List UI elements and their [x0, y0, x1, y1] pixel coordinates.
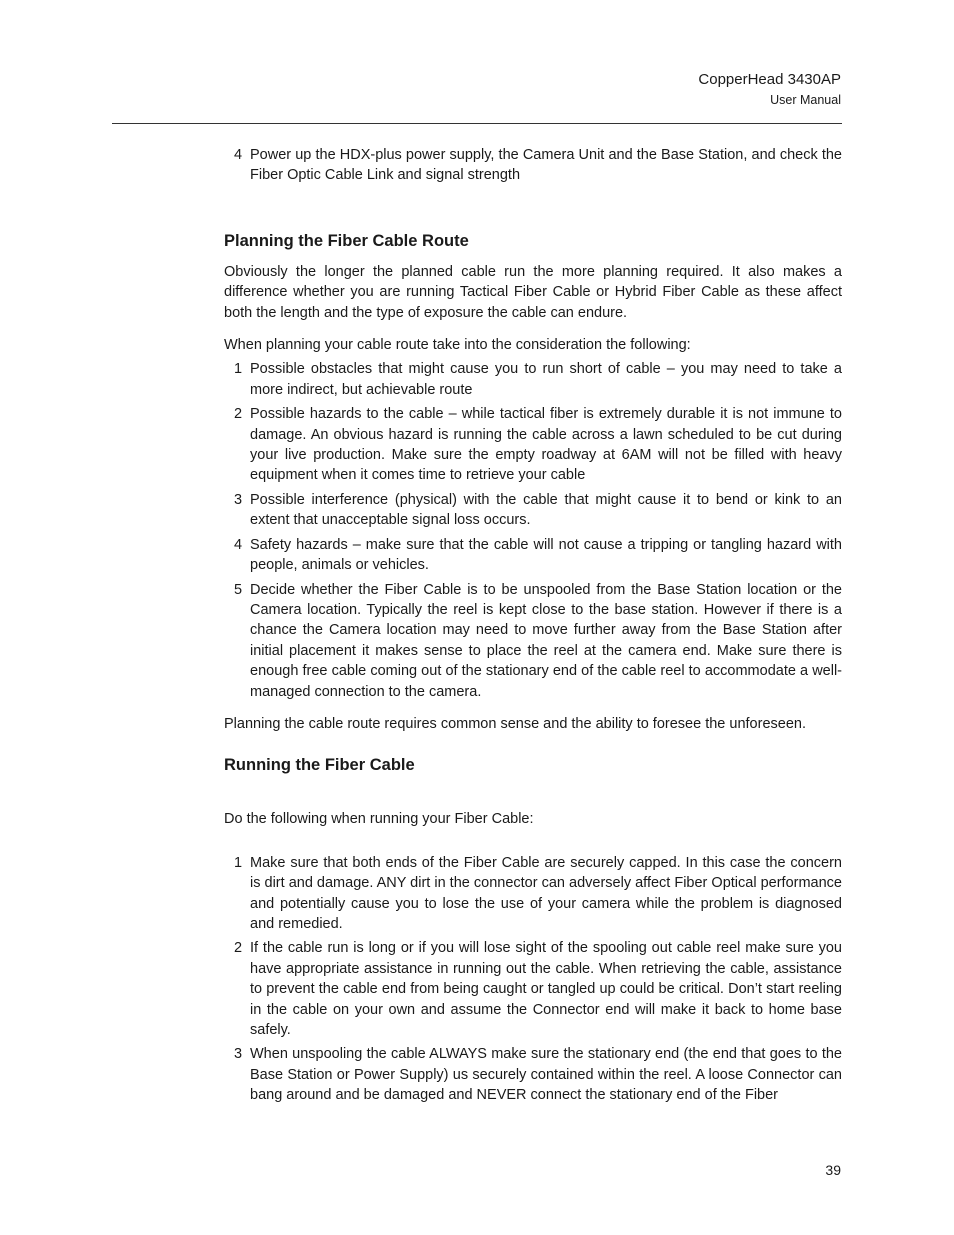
page-content — [224, 145, 842, 1106]
list-item — [224, 1044, 842, 1105]
paragraph: When planning your cable route take into the consideration the following: — [224, 337, 691, 354]
list-item — [224, 938, 842, 1040]
page-header — [698, 70, 841, 109]
list-item-text: When unspooling the cable ALWAYS make sure the stationary end (the end that goes to the Base Station or Power Supply) us securely contained within the reel. A loose Connector can bang around and be damaged and NEVER connect the stationary end of the Fiber — [250, 1046, 842, 1104]
list-item-text: Safety hazards – make sure that the cable will not cause a tripping or tangling hazard with people, animals or vehicles. — [250, 536, 842, 574]
list-item-number: 1 — [234, 361, 243, 378]
planning-list — [224, 359, 842, 702]
header-document-type: User Manual — [770, 93, 841, 107]
list-item — [224, 145, 842, 186]
list-item-text: Decide whether the Fiber Cable is to be unspooled from the Base Station location or the Camera location. Typically the reel is kept close to the base station. However if there is a chance the Camera location may need to move further away from the Base Station after initial placement it makes sense to place the reel at the camera end. Make sure there is enough free cable coming out of the stationary end of the cable reel to accommodate a well-managed connection to the camera. — [250, 581, 842, 700]
list-item-number: 1 — [234, 854, 243, 871]
list-item — [224, 404, 842, 486]
list-item-number: 4 — [234, 147, 243, 163]
list-item-text: Power up the HDX-plus power supply, the Camera Unit and the Base Station, and check the Fiber Optic Cable Link and signal strength — [250, 147, 842, 184]
list-item — [224, 490, 842, 531]
list-item-number: 3 — [234, 491, 243, 508]
list-item-number: 4 — [234, 536, 243, 553]
list-item — [224, 580, 842, 702]
list-item — [224, 535, 842, 576]
list-item-text: Possible interference (physical) with the cable that might cause it to bend or kink to an extent that unacceptable signal loss occurs. — [250, 491, 842, 529]
section-heading-running: Running the Fiber Cable — [224, 756, 415, 775]
paragraph: Do the following when running your Fiber Cable: — [224, 811, 534, 828]
paragraph: Obviously the longer the planned cable run the more planning required. It also makes a difference whether you are running Tactical Fiber Cable or Hybrid Fiber Cable as these affect both the length and the type of exposure the cable can endure. — [224, 263, 842, 321]
list-item-number: 3 — [234, 1046, 243, 1063]
list-item-number: 2 — [234, 940, 243, 957]
list-item-number: 5 — [234, 581, 243, 598]
list-item-text: Make sure that both ends of the Fiber Cable are securely capped. In this case the concern is dirt and damage. ANY dirt in the connector can adversely affect Fiber Optical performance and potentially cause you to lose the use of your camera while the problem is diagnosed and remedied. — [250, 854, 842, 932]
list-item-number: 2 — [234, 406, 243, 423]
list-item-text: If the cable run is long or if you will lose sight of the spooling out cable reel make sure you have appropriate assistance in running out the cable. When retrieving the cable, assistance to prevent the cable end from being caught or tangled up could be critical. Don’t start reeling in the cable on your own and assume the Connector end will make it back to home base safely. — [250, 940, 842, 1038]
list-item — [224, 359, 842, 400]
header-divider — [112, 123, 842, 124]
paragraph: Planning the cable route requires common sense and the ability to foresee the unforeseen. — [224, 715, 806, 732]
list-item — [224, 853, 842, 935]
section-heading-planning: Planning the Fiber Cable Route — [224, 231, 469, 250]
running-list — [224, 853, 842, 1106]
page-number: 39 — [825, 1162, 841, 1178]
header-product-title: CopperHead 3430AP — [698, 71, 841, 88]
list-item-text: Possible obstacles that might cause you to run short of cable – you may need to take a more indirect, but achievable route — [250, 361, 842, 398]
list-item-text: Possible hazards to the cable – while tactical fiber is extremely durable it is not immune to damage. An obvious hazard is running the cable across a lawn scheduled to be cut during your live production. Make sure the empty roadway at 6AM will not be filled with heavy equipment when it comes time to retrieve your cable — [250, 406, 842, 484]
